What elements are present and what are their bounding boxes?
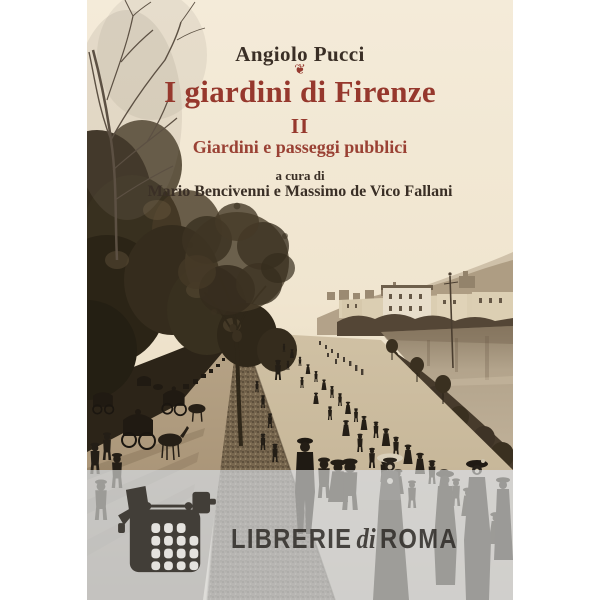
hilltop-building (459, 276, 475, 288)
book-title: I giardini di Firenze (164, 74, 436, 109)
book-subtitle: Giardini e passeggi pubblici (192, 137, 408, 157)
editors-names: Mario Bencivenni e Massimo de Vico Fallani (147, 183, 453, 200)
watermark-librerie: LIBRERIE (231, 523, 353, 554)
edited-by-label: a cura di (275, 168, 325, 183)
book-cover (87, 0, 513, 600)
volume-number: II (290, 114, 310, 138)
typewriter-icon (117, 486, 217, 576)
fleuron-ornament-icon: ❦ (294, 62, 306, 78)
watermark-text (231, 523, 458, 556)
watermark-di: di (356, 523, 376, 555)
watermark-roma: ROMA (379, 523, 458, 554)
librerie-di-roma-watermark (87, 470, 513, 600)
author-name: Angiolo Pucci (235, 42, 365, 66)
